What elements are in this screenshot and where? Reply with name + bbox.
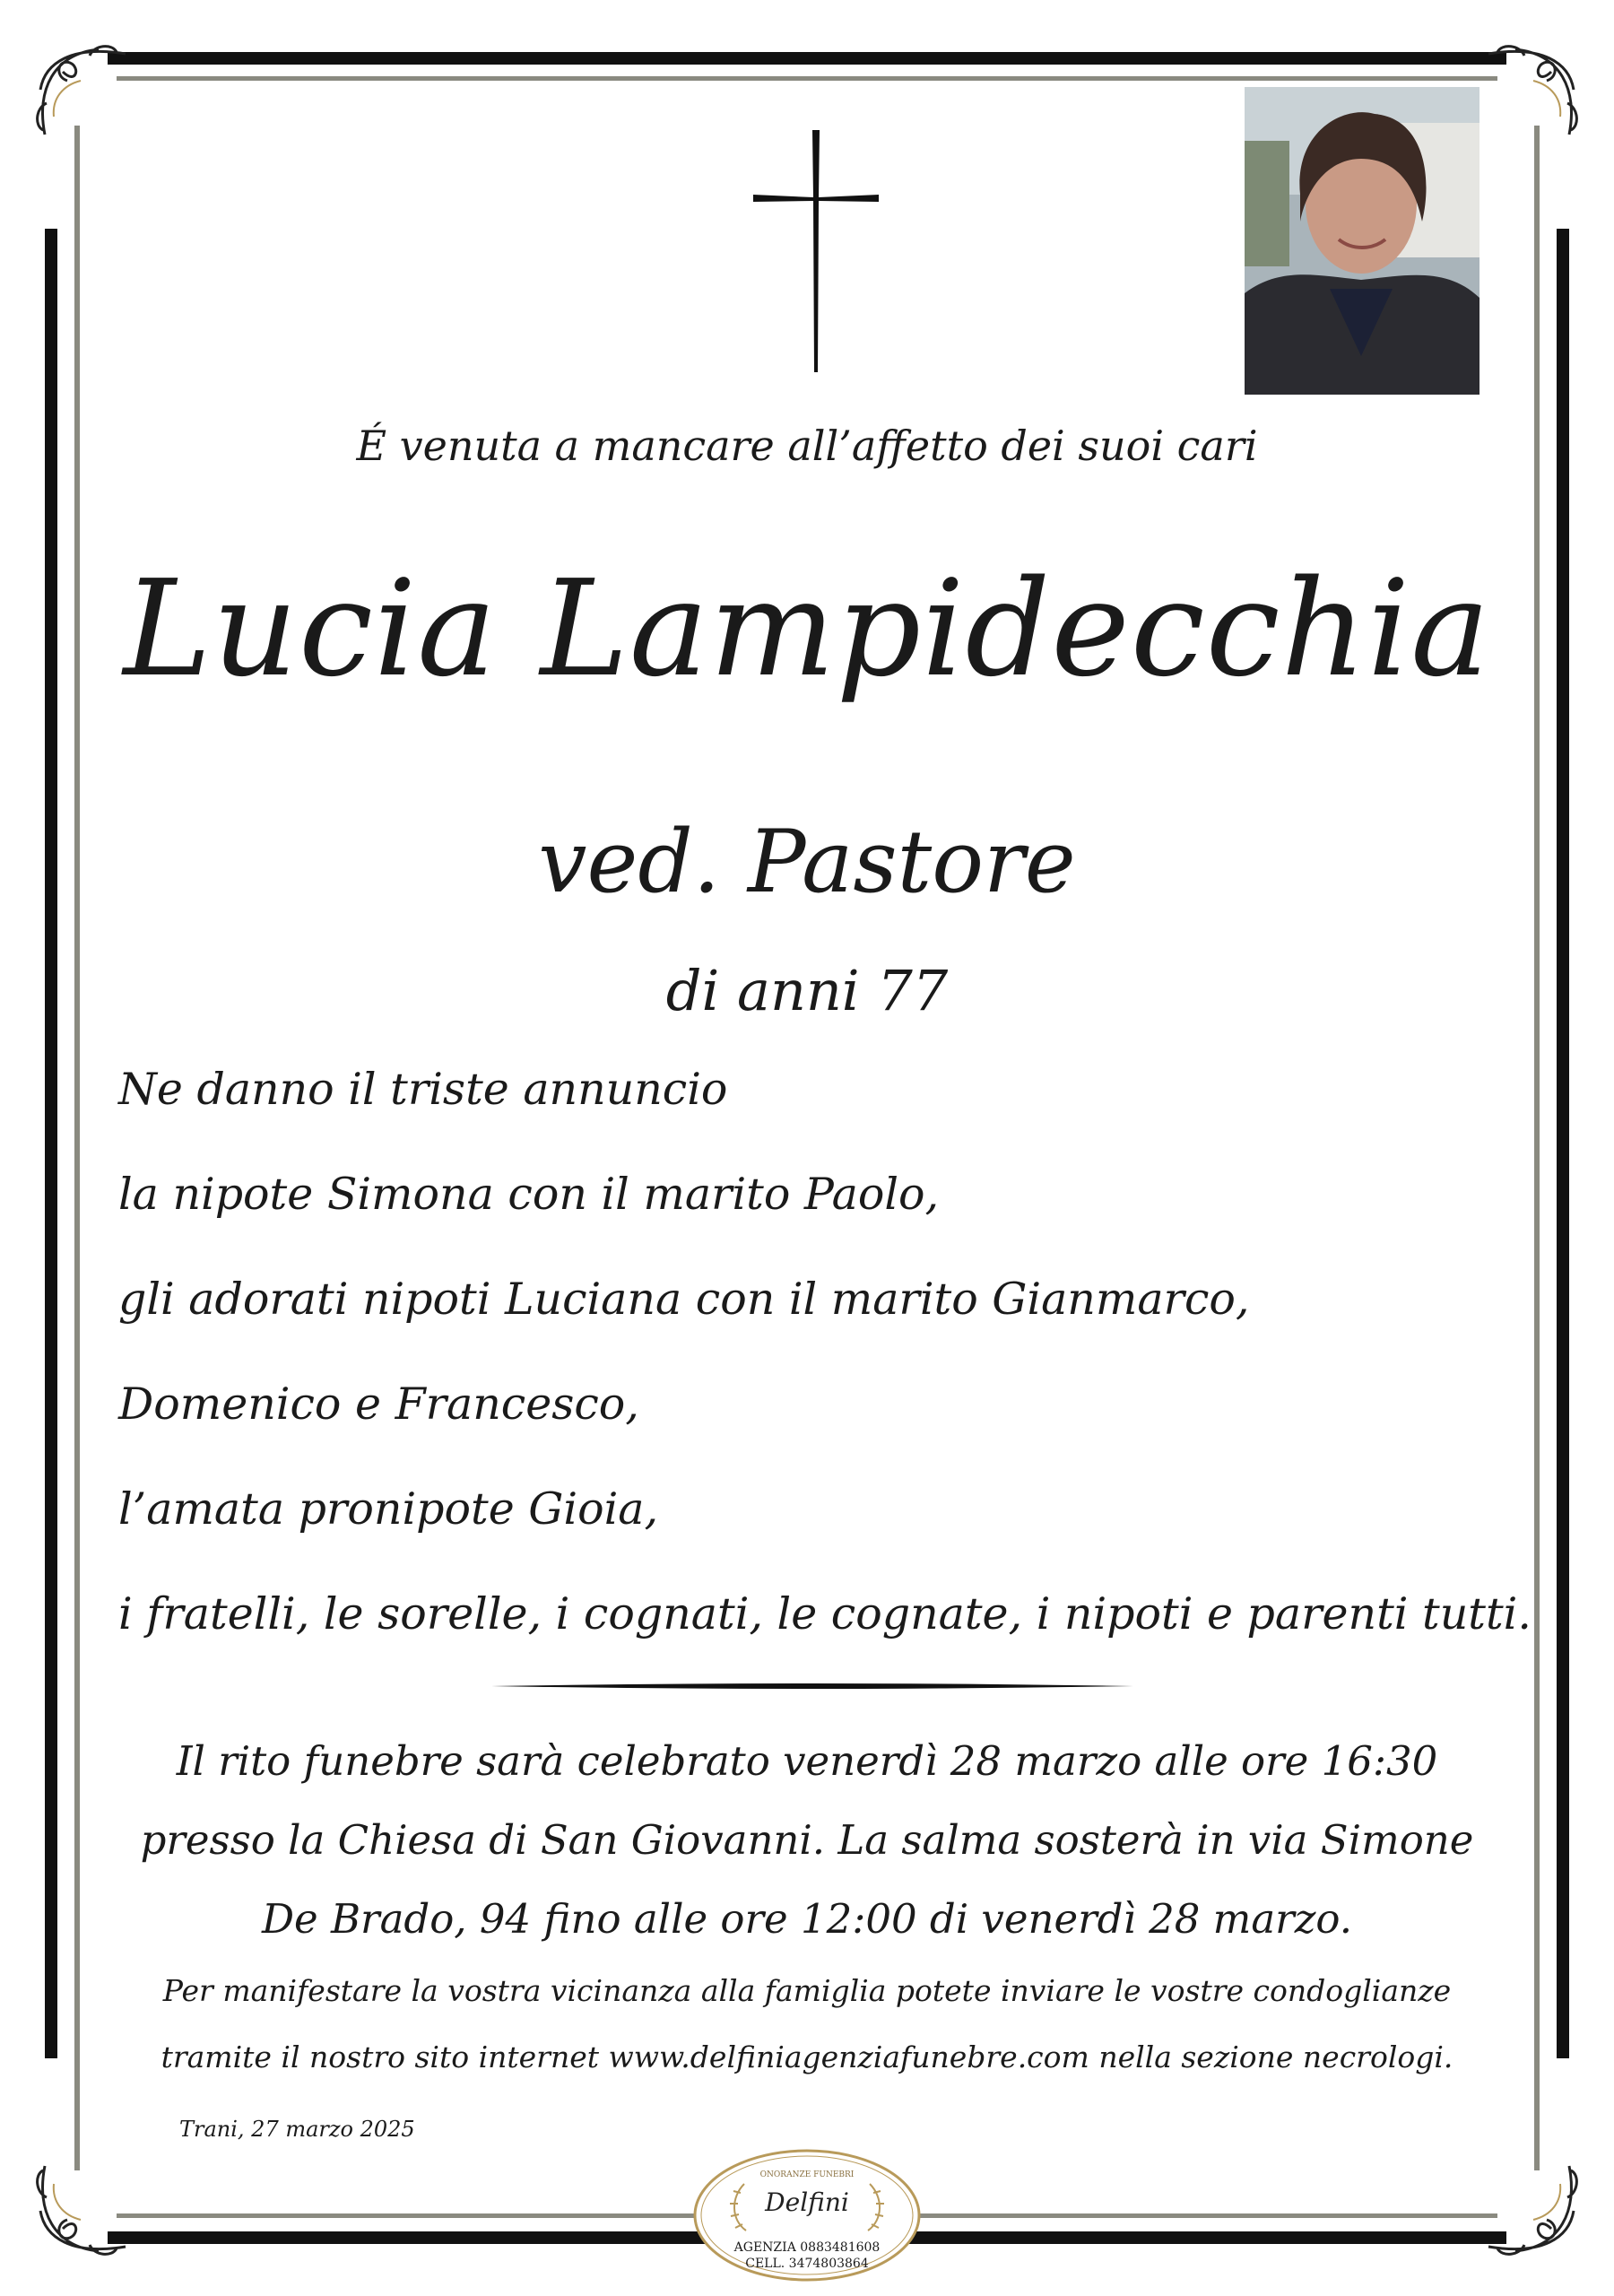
condolences-line: tramite il nostro sito internet www.delfiniagenziafunebre.com nella sezione necrologi. bbox=[161, 2039, 1453, 2074]
intro-line: É venuta a mancare all’affetto dei suoi cari bbox=[356, 422, 1258, 470]
ornamental-flourish-icon bbox=[1471, 36, 1587, 152]
portrait-photo bbox=[1245, 87, 1480, 395]
married-name: ved. Pastore bbox=[538, 812, 1076, 912]
ornamental-flourish-icon bbox=[1471, 2148, 1587, 2265]
mourners-line: gli adorati nipoti Luciana con il marito Gianmarco, bbox=[118, 1274, 1250, 1325]
condolences-info bbox=[0, 1958, 1614, 2091]
agency-cell: CELL. 3474803864 bbox=[745, 2257, 869, 2271]
funeral-rite-info bbox=[0, 1722, 1614, 1959]
dateline: Trani, 27 marzo 2025 bbox=[179, 2117, 415, 2142]
section-divider bbox=[491, 1682, 1133, 1691]
mourners-line: Domenico e Francesco, bbox=[118, 1378, 639, 1430]
mourners-line: l’amata pronipote Gioia, bbox=[118, 1483, 659, 1535]
deceased-name: Lucia Lampidecchia bbox=[123, 552, 1491, 706]
logo-brand: Delfini bbox=[765, 2187, 849, 2217]
mourners-list bbox=[118, 1054, 1532, 1683]
rite-line: presso la Chiesa di San Giovanni. La salma sosterà in via Simone bbox=[140, 1816, 1474, 1864]
mourners-line: Ne danno il triste annuncio bbox=[118, 1064, 728, 1115]
agency-phone: AGENZIA 0883481608 bbox=[733, 2240, 881, 2255]
frame-top-rule-inner bbox=[117, 76, 1497, 81]
latin-cross-icon bbox=[753, 130, 879, 372]
mourners-line: i fratelli, le sorelle, i cognati, le cognate, i nipoti e parenti tutti. bbox=[118, 1588, 1532, 1639]
mourners-line: la nipote Simona con il marito Paolo, bbox=[118, 1169, 940, 1220]
logo-tagline: ONORANZE FUNEBRI bbox=[759, 2170, 855, 2179]
frame-top-rule bbox=[108, 52, 1506, 65]
ornamental-flourish-icon bbox=[27, 2148, 143, 2265]
condolences-line: Per manifestare la vostra vicinanza alla famiglia potete inviare le vostre condoglianze bbox=[162, 1973, 1452, 2008]
rite-line: Il rito funebre sarà celebrato venerdì 28 marzo alle ore 16:30 bbox=[176, 1737, 1438, 1785]
ornamental-flourish-icon bbox=[27, 36, 143, 152]
agency-contacts bbox=[690, 2239, 924, 2272]
rite-line: De Brado, 94 fino alle ore 12:00 di venerdì 28 marzo. bbox=[261, 1895, 1353, 1943]
age-line: di anni 77 bbox=[665, 958, 949, 1023]
